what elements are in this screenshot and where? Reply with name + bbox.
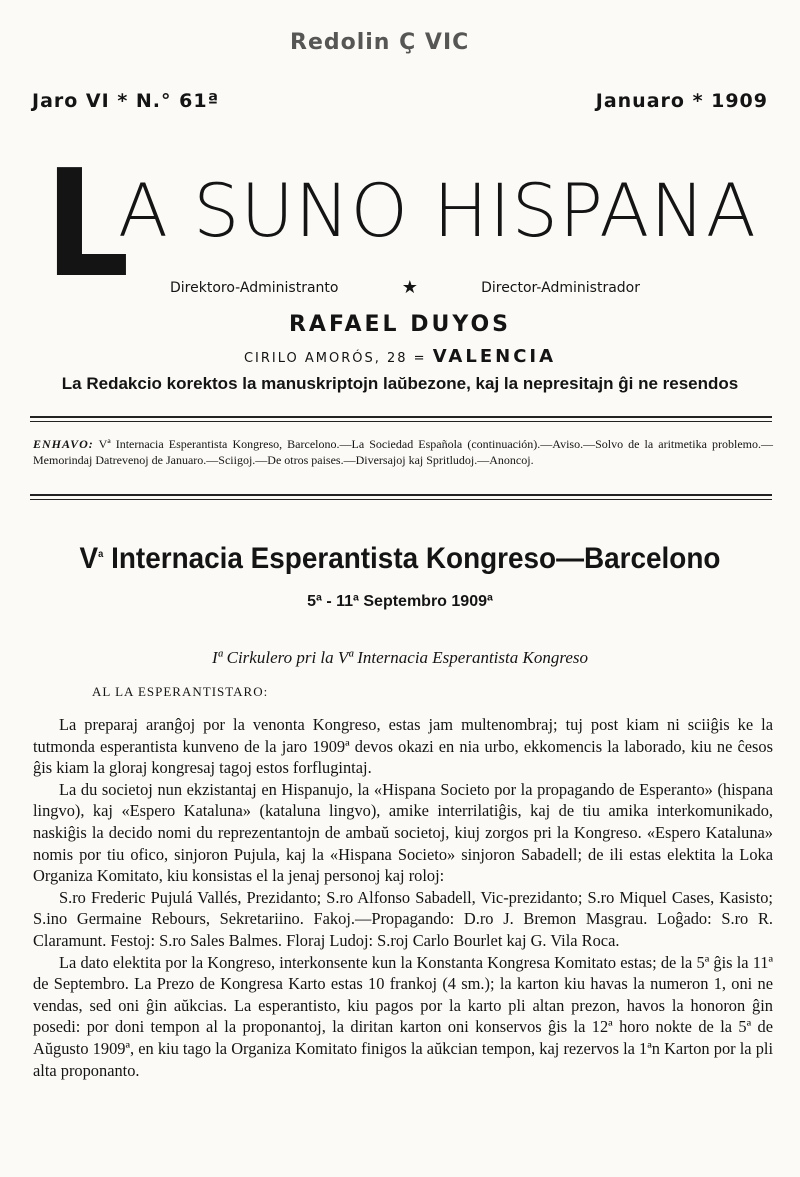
congress-dates: 5ª - 11ª Septembro 1909ª bbox=[307, 593, 493, 610]
ink-stamp: Redolin Ç VIC bbox=[290, 30, 470, 55]
director-label-es: Director-Administrador bbox=[481, 279, 640, 296]
masthead-title: A SUNO HISPANA bbox=[118, 169, 757, 254]
contents-text: Vª Internacia Esperantista Kongreso, Barcelono.—La Sociedad Española (continuación).—Aviso.—Solvo de la aritmetika problemo.—Memorindaj Datrevenoj de Januaro.—Sciigoj.—De otros paises.—Diversajoj kaj Spritludoj.—Anoncoj. bbox=[33, 437, 773, 467]
title-roman-numeral: V bbox=[79, 542, 99, 575]
paragraph: La dato elektita por la Kongreso, interkonsente kun la Konstanta Kongresa Komitato estas; de la 5ª ĝis la 11ª de Septembro. La Prezo de Kongresa Karto estas 10 frankoj (4 sm.); la karton kiu havas la numeron 1, oni ne vendas, sed oni ĝin aŭkcias. La esperantisto, kiu pagos por la karto pli altan prezon, havos la honoron ĝin posedi: por doni tempon al la proponantoj, la diritan karton oni konservos ĝis la 12ª horo nokte de la 5ª de Aŭgusto 1909ª, en kiu tago la Organiza Komitato finigos la aŭkcian tempon, kaj rezervos la 1ªn Karton por la pli alta proponanto. bbox=[33, 952, 773, 1080]
article-title bbox=[28, 542, 772, 576]
director-line bbox=[170, 277, 640, 298]
divider bbox=[30, 416, 772, 418]
paragraph: S.ro Frederic Pujulá Vallés, Prezidanto; S.ro Alfonso Sabadell, Vic-prezidanto; S.ro Miquel Cases, Kasisto; S.ino Germaine Rebours, Sekretariino. Fakoj.—Propagando: D.ro J. Bremon Masgrau. Loĝado: S.ro R. Claramunt. Festoj: S.ro Sales Balmes. Floraj Ludoj: S.roj Carlo Bourlet kaj G. Vila Roca. bbox=[33, 887, 773, 950]
volume-number: Jaro VI * N.° 61ª bbox=[32, 90, 220, 112]
paragraph: La du societoj nun ekzistantaj en Hispanujo, la «Hispana Societo por la propagando de Esperanto» (hispana lingvo), kaj «Espero Kataluna» (kataluna lingvo), amike interrilatiĝis, kaj de tiu amika interkomunikado, naskiĝis la decido nomi du reprezentantojn de ambaŭ societoj, kiuj zorgos pri la Kongreso. «Espero Kataluna» nomis por tiu ofico, sinjoron Pujula, kaj la «Hispana Societo» sinjoron Sabadell; de ili estas elektita la Loka Organiza Komitato, kiu konsistas el la jenaj personoj kaj roloj: bbox=[33, 779, 773, 886]
issue-date: Januaro * 1909 bbox=[595, 90, 768, 112]
editor-name: RAFAEL DUYOS bbox=[288, 312, 512, 337]
paragraph: La preparaj aranĝoj por la venonta Kongreso, estas jam multenombraj; tuj post kiam ni sciiĝis ke la tutmonda esperantista kunveno de la jaro 1909ª devos okazi en nia urbo, ekkomencis la laborado, kiu ne ĉesos ĝis kiam la gloraj kongresaj tagoj estos forflugintaj. bbox=[33, 715, 773, 778]
star-icon: ★ bbox=[401, 277, 418, 298]
divider bbox=[30, 494, 772, 496]
address-line bbox=[0, 346, 800, 367]
street-address: CIRILO AMORÓS, 28 = bbox=[243, 351, 427, 366]
director-label-eo: Direktoro-Administranto bbox=[170, 279, 339, 296]
divider bbox=[30, 421, 772, 422]
issue-header bbox=[32, 90, 768, 112]
salutation: AL LA ESPERANTISTARO: bbox=[92, 684, 269, 699]
article-body bbox=[33, 714, 773, 1081]
city-name: VALENCIA bbox=[432, 346, 557, 367]
contents-label: ENHAVO: bbox=[33, 437, 94, 451]
title-superscript: a bbox=[98, 549, 104, 560]
title-text: Internacia Esperantista Kongreso—Barcelono bbox=[111, 542, 721, 575]
circular-heading: Iª Cirkulero pri la Vª Internacia Esperantista Kongreso bbox=[212, 648, 588, 667]
masthead-initial: L bbox=[44, 138, 130, 310]
editorial-notice: La Redakcio korektos la manuskriptojn laŭbezone, kaj la nepresitajn ĝi ne resendos bbox=[61, 374, 739, 393]
divider bbox=[30, 499, 772, 500]
contents-summary bbox=[33, 436, 773, 468]
